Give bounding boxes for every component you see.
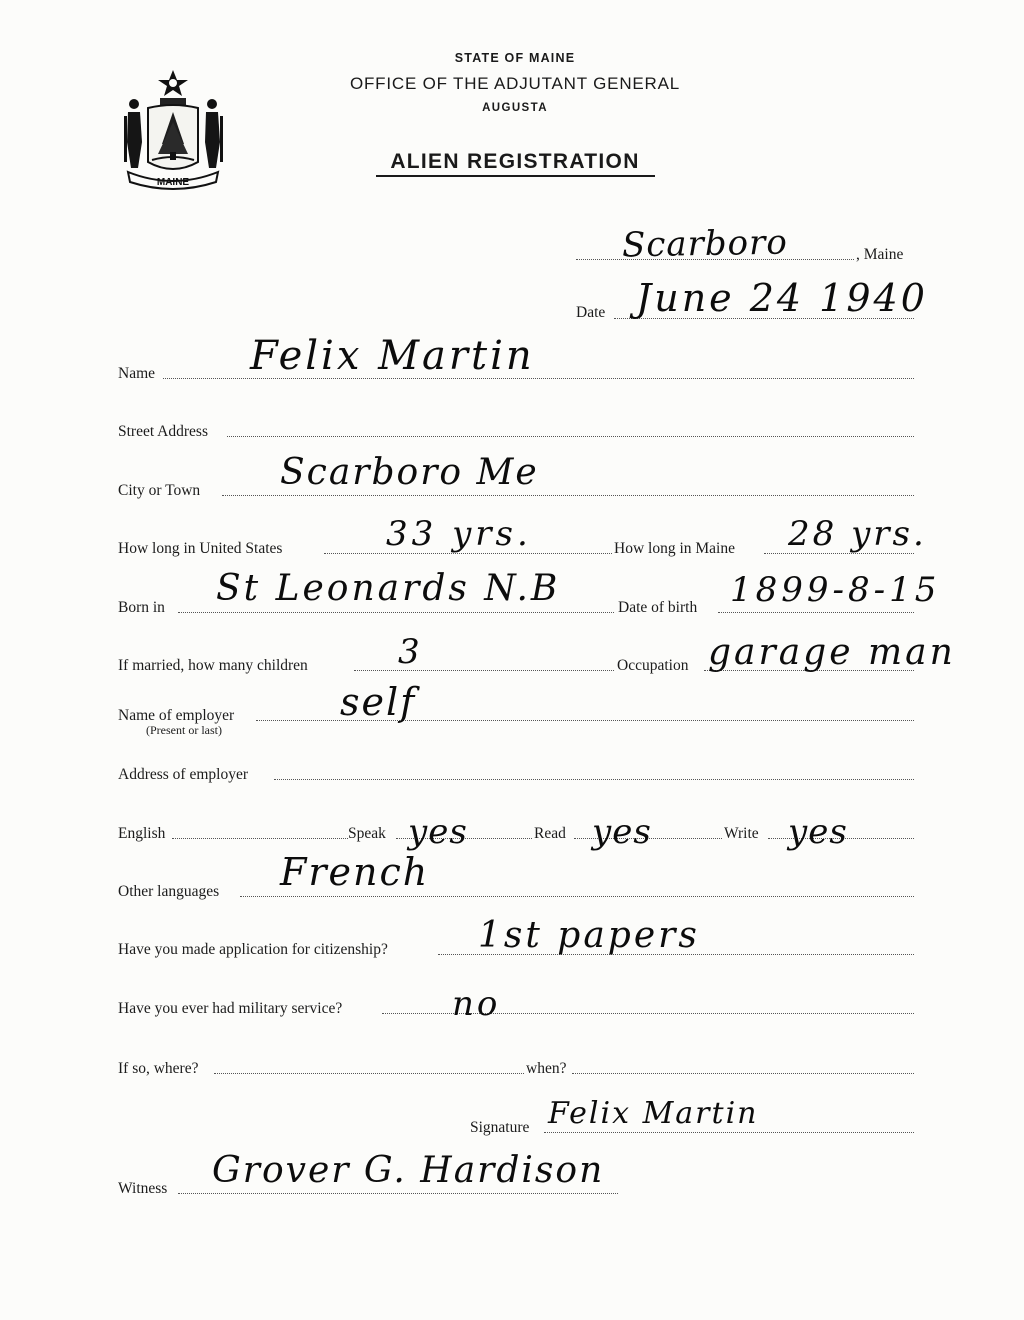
- header-state: STATE OF MAINE: [454, 51, 576, 65]
- when-line: [572, 1073, 914, 1074]
- how-long-maine-value[interactable]: 28 yrs.: [788, 514, 927, 554]
- header-office: OFFICE OF THE ADJUTANT GENERAL: [349, 74, 681, 93]
- city-line: [222, 495, 914, 496]
- children-value[interactable]: 3: [398, 632, 421, 672]
- citizenship-value[interactable]: 1st papers: [478, 915, 700, 956]
- employer-value[interactable]: self: [340, 680, 417, 724]
- signature-label: Signature: [470, 1119, 530, 1136]
- military-value[interactable]: no: [452, 984, 501, 1024]
- english-line: [172, 838, 348, 839]
- date-of-birth-line: [718, 612, 914, 613]
- state-of-maine-seal: [118, 66, 228, 194]
- military-label: Have you ever had military service?: [118, 1000, 343, 1017]
- how-long-us-label: How long in United States: [118, 540, 283, 557]
- date-label: Date: [576, 304, 606, 321]
- write-label: Write: [724, 825, 759, 842]
- speak-value[interactable]: yes: [408, 812, 468, 852]
- other-languages-label: Other languages: [118, 883, 220, 900]
- city-label: City or Town: [118, 482, 201, 499]
- employer-address-line: [274, 779, 914, 780]
- witness-line: [178, 1193, 618, 1194]
- date-of-birth-value[interactable]: 1899-8-15: [730, 570, 941, 610]
- employer-label: Name of employer: [118, 707, 235, 724]
- maine-suffix-label: , Maine: [856, 246, 904, 263]
- read-label: Read: [534, 825, 566, 842]
- signature-line: [544, 1132, 914, 1133]
- town-value[interactable]: Scarboro: [621, 222, 789, 266]
- children-label: If married, how many children: [118, 657, 308, 674]
- name-value[interactable]: Felix Martin: [250, 333, 535, 379]
- date-value[interactable]: June 24 1940: [636, 276, 928, 320]
- street-address-label: Street Address: [118, 423, 208, 440]
- if-so-where-label: If so, where?: [118, 1060, 199, 1077]
- how-long-maine-label: How long in Maine: [614, 540, 735, 557]
- signature-value[interactable]: Felix Martin: [548, 1096, 759, 1131]
- how-long-us-value[interactable]: 33 yrs.: [386, 514, 532, 554]
- citizenship-label: Have you made application for citizenship?: [118, 941, 388, 958]
- write-value[interactable]: yes: [788, 812, 848, 852]
- title-underline: [376, 175, 655, 177]
- born-in-line: [178, 612, 614, 613]
- when-label: when?: [526, 1060, 567, 1077]
- where-line: [214, 1073, 524, 1074]
- city-value[interactable]: Scarboro Me: [280, 452, 539, 493]
- witness-label: Witness: [118, 1180, 168, 1197]
- street-address-line: [227, 436, 914, 437]
- employer-note: (Present or last): [146, 723, 222, 737]
- other-languages-line: [240, 896, 914, 897]
- form-title: ALIEN REGISTRATION: [390, 150, 640, 173]
- seal-banner-text: MAINE: [156, 177, 190, 188]
- occupation-label: Occupation: [617, 657, 689, 674]
- read-value[interactable]: yes: [592, 812, 652, 852]
- employer-address-label: Address of employer: [118, 766, 248, 783]
- occupation-value[interactable]: garage man: [708, 632, 956, 673]
- speak-label: Speak: [348, 825, 386, 842]
- children-line: [354, 670, 614, 671]
- header-city: AUGUSTA: [482, 102, 548, 114]
- born-in-value[interactable]: St Leonards N.B: [216, 568, 561, 609]
- date-of-birth-label: Date of birth: [618, 599, 698, 616]
- born-in-label: Born in: [118, 599, 165, 616]
- witness-value[interactable]: Grover G. Hardison: [212, 1150, 605, 1191]
- name-label: Name: [118, 365, 156, 382]
- english-label: English: [118, 825, 166, 842]
- other-languages-value[interactable]: French: [280, 850, 430, 894]
